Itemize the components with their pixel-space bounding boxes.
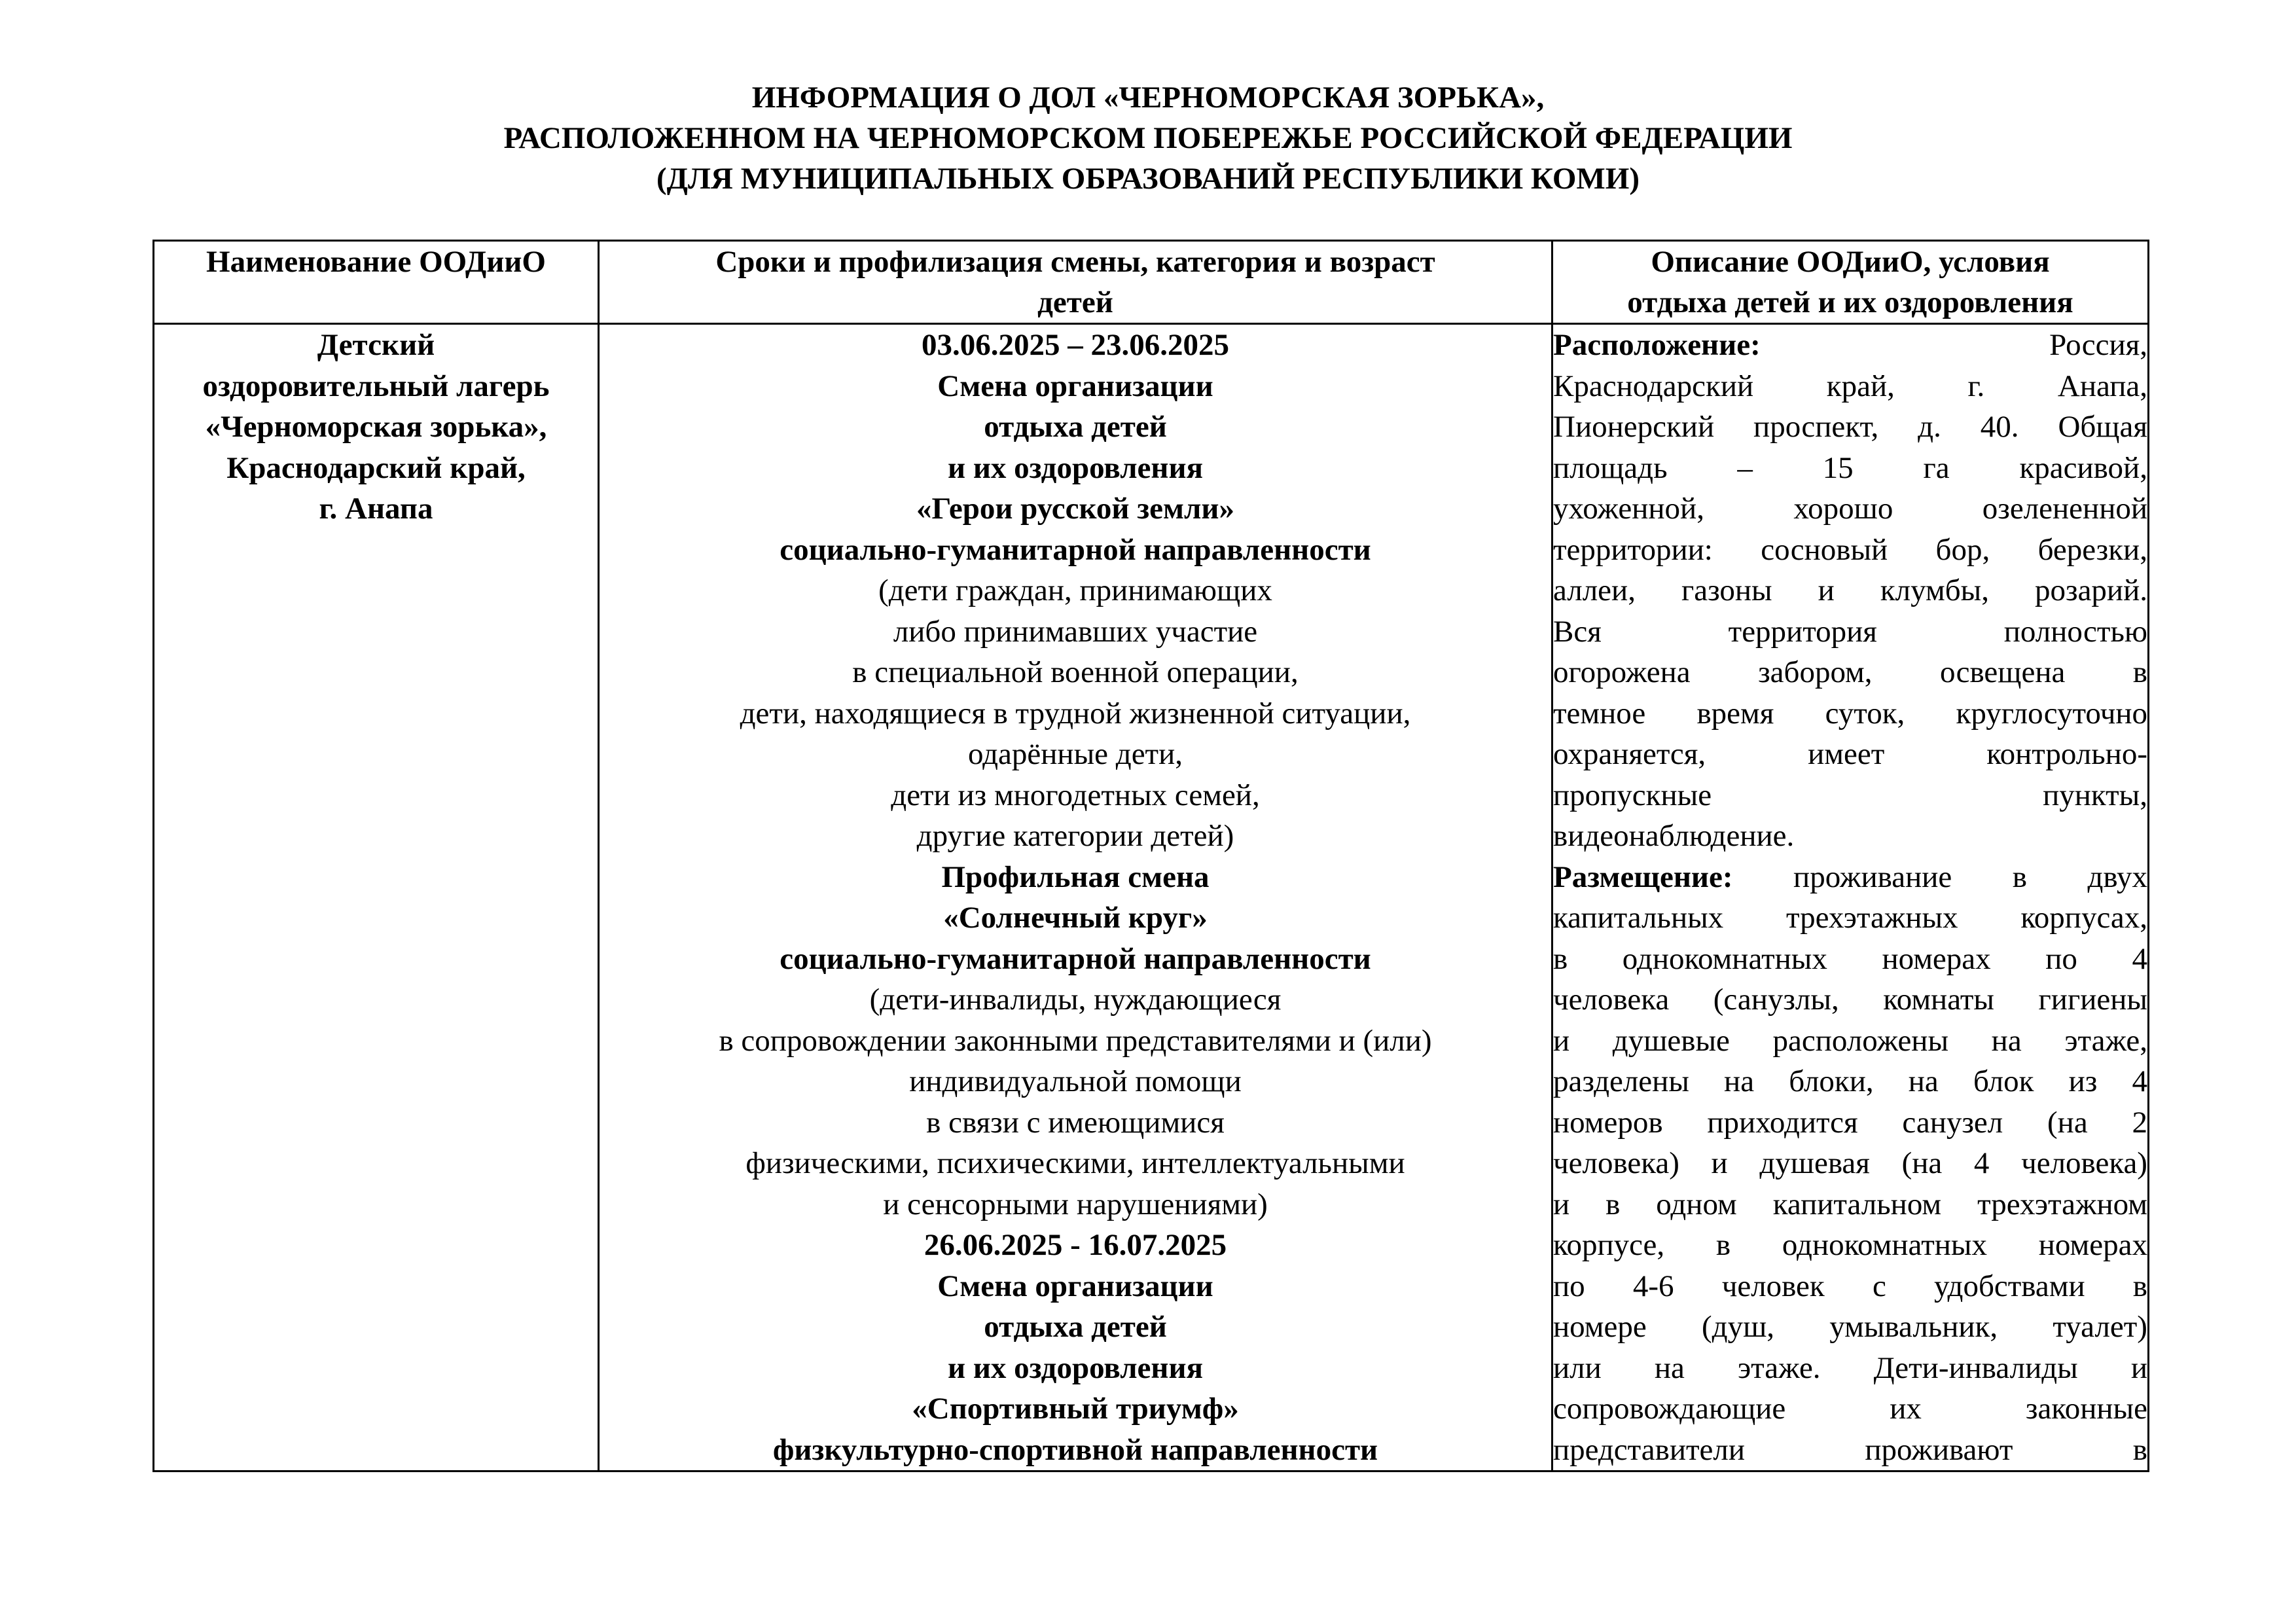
description-line: сопровождающие их законные	[1553, 1392, 2147, 1426]
shift-terms-line: и их оздоровления	[947, 1350, 1204, 1385]
description-line: Вся территория полностью	[1553, 614, 2147, 649]
table-header-row	[154, 241, 2149, 324]
description-text: видеонаблюдение.	[1553, 819, 1795, 853]
header-terms-line: Сроки и профилизация смены, категория и возраст	[715, 245, 1435, 279]
shift-terms-line: дети из многодетных семей,	[891, 778, 1260, 812]
shift-terms-line: «Солнечный круг»	[943, 901, 1208, 935]
description-line: и в одном капитальном трехэтажном	[1553, 1187, 2147, 1221]
shift-terms-line: дети, находящиеся в трудной жизненной ситуации,	[740, 696, 1411, 731]
description-line: территории: сосновый бор, березки,	[1553, 532, 2147, 567]
description-line: ухоженной, хорошо озелененной	[1553, 492, 2147, 526]
shift-terms-line: Профильная смена	[941, 859, 1210, 894]
camp-name-line: Краснодарский край,	[226, 450, 526, 485]
description-line: номере (душ, умывальник, туалет)	[1553, 1310, 2147, 1344]
header-terms	[599, 241, 1552, 324]
shift-terms-line: (дети граждан, принимающих	[878, 573, 1272, 607]
table-row	[154, 324, 2149, 1471]
shift-terms-line: либо принимавших участие	[893, 614, 1258, 649]
description-line: пропускные пункты,	[1553, 778, 2147, 812]
shift-terms-line: отдыха детей	[984, 410, 1167, 444]
shift-terms-line: одарённые дети,	[968, 737, 1183, 771]
shift-terms-line: физкультурно-спортивной направленности	[772, 1432, 1378, 1467]
description-line: разделены на блоки, на блок из 4	[1553, 1064, 2147, 1098]
camp-name-line: Детский	[317, 328, 435, 362]
description-line: Краснодарский край, г. Анапа,	[1553, 369, 2147, 403]
shift-terms-line: в специальной военной операции,	[852, 655, 1299, 689]
description-line: Расположение: Россия,	[1553, 328, 2147, 362]
description-line: корпусе, в однокомнатных номерах	[1553, 1228, 2147, 1262]
header-terms-line: детей	[1037, 285, 1113, 319]
shift-terms-line: 03.06.2025 – 23.06.2025	[922, 328, 1229, 362]
shift-terms-line: в сопровождении законными представителями и (или)	[719, 1023, 1432, 1058]
description-line: Пионерский проспект, д. 40. Общая	[1553, 410, 2147, 444]
description-line: номеров приходится санузел (на 2	[1553, 1105, 2147, 1140]
camp-name-line: г. Анапа	[319, 492, 433, 526]
shift-terms-line: «Герои русской земли»	[916, 492, 1234, 526]
shift-terms-line: 26.06.2025 - 16.07.2025	[924, 1228, 1227, 1262]
camp-name-cell	[154, 324, 599, 1471]
header-name	[154, 241, 599, 324]
camp-description-cell	[1552, 324, 2149, 1471]
shift-terms-line: и сенсорными нарушениями)	[883, 1187, 1268, 1221]
shift-terms-line: физическими, психическими, интеллектуальными	[745, 1146, 1405, 1180]
header-description	[1552, 241, 2149, 324]
document-title	[0, 77, 2296, 199]
shift-terms-line: индивидуальной помощи	[909, 1064, 1242, 1098]
description-line	[1553, 816, 2147, 857]
header-description-line: отдыха детей и их оздоровления	[1627, 285, 2073, 319]
title-line: РАСПОЛОЖЕННОМ НА ЧЕРНОМОРСКОМ ПОБЕРЕЖЬЕ РОССИЙСКОЙ ФЕДЕРАЦИИ	[503, 121, 1793, 155]
description-line: аллеи, газоны и клумбы, розарий.	[1553, 573, 2147, 607]
description-line: Размещение: проживание в двух	[1553, 859, 2147, 894]
description-line: представители проживают в	[1553, 1432, 2147, 1467]
title-line: (ДЛЯ МУНИЦИПАЛЬНЫХ ОБРАЗОВАНИЙ РЕСПУБЛИКИ КОМИ)	[656, 162, 1640, 196]
shift-terms-line: другие категории детей)	[916, 819, 1234, 853]
shift-terms-line: социально-гуманитарной направленности	[780, 532, 1371, 567]
description-line: огорожена забором, освещена в	[1553, 655, 2147, 689]
description-line: темное время суток, круглосуточно	[1553, 696, 2147, 731]
camp-info-table	[152, 240, 2149, 1472]
shift-terms-line: Смена организации	[937, 369, 1213, 403]
description-line: человека (санузлы, комнаты гигиены	[1553, 983, 2147, 1017]
camp-name-line: «Черноморская зорька»,	[205, 410, 547, 444]
description-line: или на этаже. Дети-инвалиды и	[1553, 1350, 2147, 1385]
shift-terms-line: Смена организации	[937, 1269, 1213, 1303]
header-name-line: Наименование ООДииО	[206, 245, 546, 279]
shift-terms-line: социально-гуманитарной направленности	[780, 941, 1371, 976]
camp-name-line: оздоровительный лагерь	[202, 369, 550, 403]
description-line: и душевые расположены на этаже,	[1553, 1023, 2147, 1058]
shift-terms-line: отдыха детей	[984, 1310, 1167, 1344]
description-line: человека) и душевая (на 4 человека)	[1553, 1146, 2147, 1180]
description-line: капитальных трехэтажных корпусах,	[1553, 901, 2147, 935]
shift-terms-cell	[599, 324, 1552, 1471]
description-line: в однокомнатных номерах по 4	[1553, 941, 2147, 976]
description-line: охраняется, имеет контрольно-	[1553, 737, 2147, 771]
shift-terms-line: (дети-инвалиды, нуждающиеся	[869, 983, 1282, 1017]
description-line: по 4-6 человек с удобствами в	[1553, 1269, 2147, 1303]
shift-terms-line: «Спортивный триумф»	[912, 1392, 1239, 1426]
description-line: площадь – 15 га красивой,	[1553, 450, 2147, 485]
shift-terms-line: и их оздоровления	[947, 450, 1204, 485]
shift-terms-line: в связи с имеющимися	[926, 1105, 1225, 1140]
title-line: ИНФОРМАЦИЯ О ДОЛ «ЧЕРНОМОРСКАЯ ЗОРЬКА»,	[751, 81, 1545, 115]
header-description-line: Описание ООДииО, условия	[1651, 245, 2050, 279]
